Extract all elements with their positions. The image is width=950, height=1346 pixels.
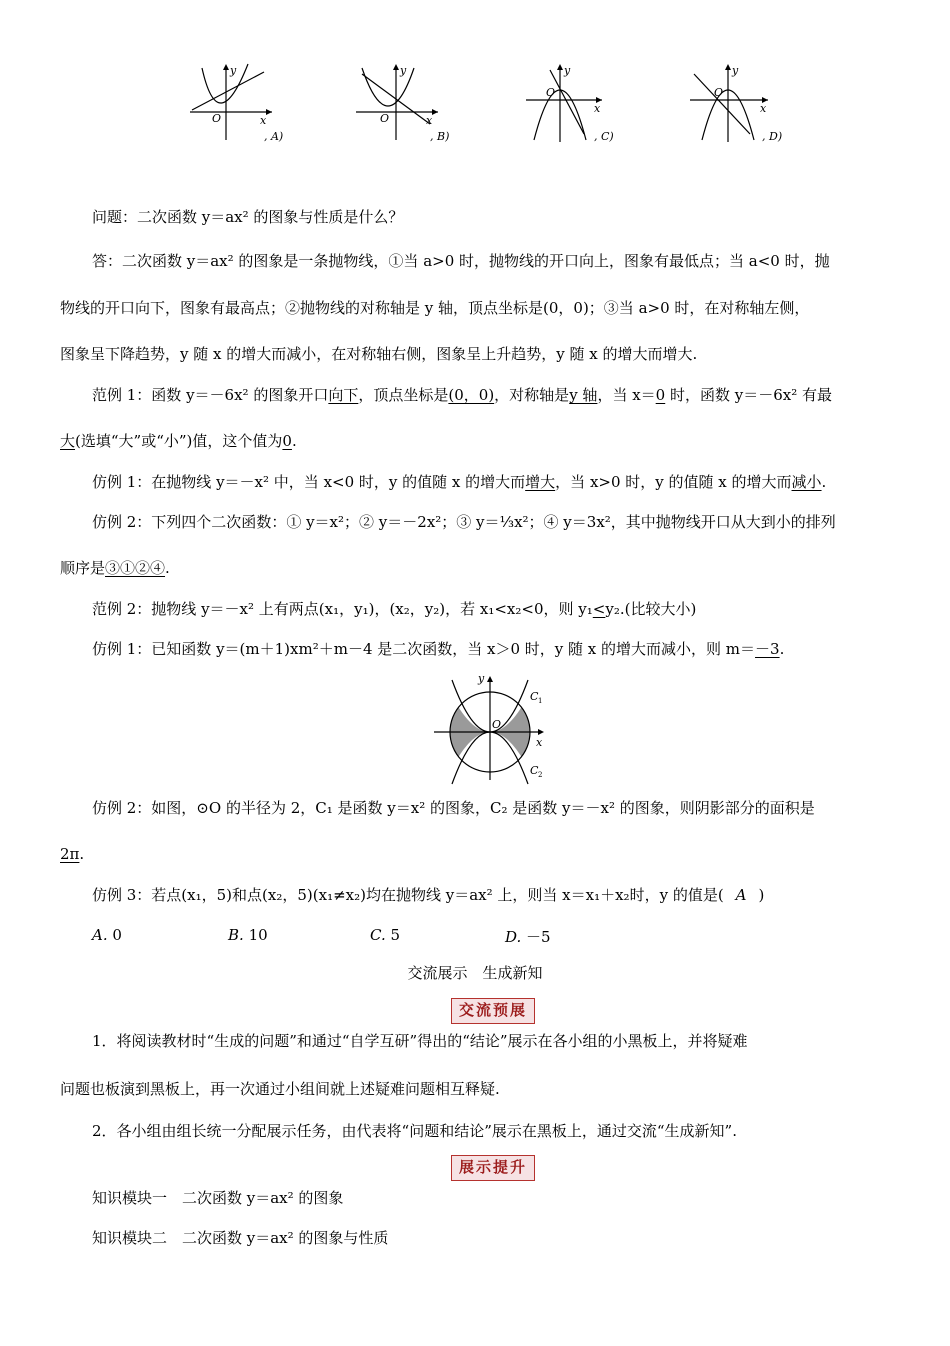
text: 顺序是 bbox=[60, 559, 106, 577]
imitation-2b-line-1: 仿例 2：如图，⊙O 的半径为 2，C₁ 是函数 y＝x² 的图象，C₂ 是函数 y＝－x² 的图象，则阴影部分的面积是 bbox=[92, 799, 815, 817]
answer-blank: (0，0) bbox=[448, 386, 495, 404]
text: ，对称轴是 bbox=[494, 386, 570, 404]
option-value: 10 bbox=[248, 926, 268, 944]
answer-blank: ③①②④ bbox=[105, 559, 166, 577]
example-2-line bbox=[92, 598, 892, 620]
graph-label-origin: O bbox=[380, 112, 390, 125]
graph-label-x: x bbox=[760, 102, 767, 115]
answer-blank: y 轴 bbox=[569, 386, 598, 404]
graph-label-y: y bbox=[564, 64, 571, 77]
answer-blank: 大 bbox=[60, 432, 76, 450]
option-a bbox=[92, 926, 122, 944]
imitation-2-line-1: 仿例 2：下列四个二次函数：① y＝x²；② y＝－2x²；③ y＝⅓x²；④ y＝3x²，其中抛物线开口从大到小的排列 bbox=[92, 513, 836, 531]
step-1-line-2: 问题也板演到黑板上，再一次通过小组间就上述疑难问题相互释疑. bbox=[60, 1080, 500, 1098]
text: 仿例 1：已知函数 y＝(m＋1)xm²＋m－4 是二次函数，当 x＞0 时，y 随 x 的增大而减小，则 m＝ bbox=[92, 640, 756, 658]
text: 时，函数 y＝－6x² 有最 bbox=[665, 386, 833, 404]
graph-label-x: x bbox=[594, 102, 601, 115]
option-value: 0 bbox=[112, 926, 122, 944]
option-letter: D. bbox=[505, 928, 522, 946]
graph-caption: , C) bbox=[594, 130, 614, 143]
imitation-2b-line-2 bbox=[60, 843, 892, 865]
step-1-line-1: 1．将阅读教材时“生成的问题”和通过“自学互研”得出的“结论”展示在各小组的小黑板上，并将疑难 bbox=[92, 1032, 748, 1050]
graph-label-x: x bbox=[260, 114, 267, 127]
text: y₂.(比较大小) bbox=[605, 600, 697, 618]
text: ) bbox=[758, 886, 765, 904]
text: ，顶点坐标是 bbox=[358, 386, 449, 404]
text: 仿例 1：在抛物线 y＝－x² 中，当 x<0 时，y 的值随 x 的增大而 bbox=[92, 473, 526, 491]
answer-blank: －3 bbox=[755, 640, 780, 658]
answer-line-3: 图象呈下降趋势，y 随 x 的增大而减小，在对称轴右侧，图象呈上升趋势，y 随 x 的增大而增大. bbox=[60, 345, 698, 363]
graph-label-origin: O bbox=[546, 86, 556, 99]
text: . bbox=[79, 845, 85, 863]
graph-label-origin: O bbox=[714, 86, 724, 99]
example-1-line-1 bbox=[92, 384, 892, 406]
option-d bbox=[505, 926, 551, 947]
answer-blank: 0 bbox=[655, 386, 666, 404]
knowledge-module-1: 知识模块一 二次函数 y＝ax² 的图象 bbox=[92, 1189, 344, 1207]
graph-label-y: y bbox=[230, 64, 237, 77]
graph-option-b bbox=[354, 60, 464, 150]
graph-option-c bbox=[522, 60, 632, 150]
graph-caption: , D) bbox=[762, 130, 783, 143]
graph-label-x: x bbox=[426, 114, 433, 127]
option-value: －5 bbox=[526, 928, 551, 946]
imitation-3-line bbox=[92, 884, 892, 906]
knowledge-module-2: 知识模块二 二次函数 y＝ax² 的图象与性质 bbox=[92, 1229, 389, 1247]
graph-caption: , B) bbox=[430, 130, 450, 143]
imitation-1b-line bbox=[92, 638, 892, 660]
answer-line-2: 物线的开口向下，图象有最高点；②抛物线的对称轴是 y 轴，顶点坐标是(0，0)；③当 a>0 时，在对称轴左侧， bbox=[60, 299, 810, 317]
circle-parabola-figure bbox=[430, 670, 560, 785]
graph-label-y: y bbox=[732, 64, 739, 77]
text: ，当 x＝ bbox=[597, 386, 656, 404]
option-letter: A. bbox=[92, 926, 108, 944]
imitation-2-line-2 bbox=[60, 557, 892, 579]
graph-label-y: y bbox=[400, 64, 407, 77]
figure-label-x: x bbox=[536, 736, 543, 749]
graph-option-a bbox=[188, 60, 298, 150]
option-c bbox=[370, 926, 400, 944]
answer-blank: 向下 bbox=[328, 386, 359, 404]
answer-blank: 2π bbox=[60, 845, 80, 863]
text: ，当 x>0 时，y 的值随 x 的增大而 bbox=[555, 473, 792, 491]
question-line: 问题：二次函数 y＝ax² 的图象与性质是什么？ bbox=[92, 208, 404, 226]
figure-label-c1-sub: 1 bbox=[538, 697, 543, 705]
answer-line-1: 答：二次函数 y＝ax² 的图象是一条抛物线，①当 a>0 时，抛物线的开口向上，图象有最低点；当 a<0 时，抛 bbox=[92, 252, 830, 270]
text: 范例 1：函数 y＝－6x² 的图象开口 bbox=[92, 386, 329, 404]
text: . bbox=[779, 640, 785, 658]
graph-caption: , A) bbox=[264, 130, 284, 143]
option-b bbox=[228, 926, 268, 944]
section-heading: 交流展示 生成新知 bbox=[407, 964, 543, 982]
text: . bbox=[291, 432, 297, 450]
answer-blank: 0 bbox=[282, 432, 292, 450]
answer-blank: < bbox=[592, 600, 606, 618]
example-1-line-2 bbox=[60, 430, 892, 452]
option-letter: C. bbox=[370, 926, 386, 944]
text: (选填“大”或“小”)值，这个值为 bbox=[75, 432, 283, 450]
graph-label-origin: O bbox=[212, 112, 222, 125]
figure-label-origin: O bbox=[492, 718, 502, 731]
figure-label-c2-sub: 2 bbox=[538, 771, 543, 779]
badge-exchange: 交流预展 bbox=[451, 998, 535, 1024]
figure-label-c1: C bbox=[530, 690, 539, 703]
step-2-line: 2．各小组由组长统一分配展示任务，由代表将“问题和结论”展示在黑板上，通过交流“生成新知”. bbox=[92, 1122, 737, 1140]
answer-blank: 减小 bbox=[791, 473, 822, 491]
figure-label-y: y bbox=[478, 672, 485, 685]
text: 仿例 3：若点(x₁，5)和点(x₂，5)(x₁≠x₂)均在抛物线 y＝ax² 上，则当 x＝x₁＋x₂时，y 的值是( bbox=[92, 886, 724, 904]
imitation-1-line bbox=[92, 471, 892, 493]
graph-option-d bbox=[688, 60, 798, 150]
answer-blank: 增大 bbox=[525, 473, 556, 491]
answer-choice: A bbox=[735, 886, 747, 904]
figure-label-c2: C bbox=[530, 764, 539, 777]
text: . bbox=[821, 473, 827, 491]
text: 范例 2：抛物线 y＝－x² 上有两点(x₁，y₁)，(x₂，y₂)，若 x₁<x₂<0，则 y₁ bbox=[92, 600, 593, 618]
badge-show: 展示提升 bbox=[451, 1155, 535, 1181]
option-letter: B. bbox=[228, 926, 244, 944]
text: . bbox=[165, 559, 170, 577]
option-value: 5 bbox=[390, 926, 401, 944]
